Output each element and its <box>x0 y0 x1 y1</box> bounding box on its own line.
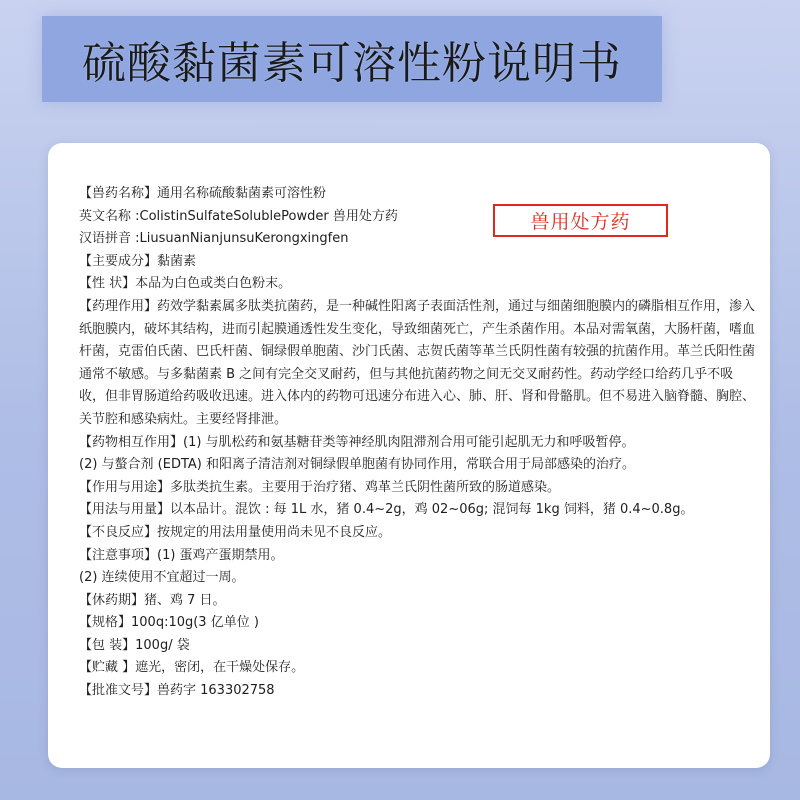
precaution-line-1: 【注意事项】(1) 蛋鸡产蛋期禁用。 <box>79 547 284 563</box>
interaction-line-2: (2) 与螯合剂 (EDTA) 和阳离子清洁剂对铜绿假单胞菌有协同作用，常联合用于局部感染的治疗。 <box>79 457 636 473</box>
document-title: 硫酸黏菌素可溶性粉说明书 <box>82 38 622 89</box>
precaution-line-2: (2) 连续使用不宜超过一周。 <box>79 570 245 586</box>
instruction-body <box>79 183 759 703</box>
interaction-line-1: 【药物相互作用】(1) 与肌松药和氨基糖苷类等神经肌肉阻滞剂合用可能引起肌无力和呼吸暂停。 <box>79 434 635 450</box>
adverse-reaction-line: 【不良反应】按规定的用法用量使用尚未见不良反应。 <box>79 524 392 540</box>
prescription-stamp <box>493 204 668 237</box>
package-line: 【包 装】100g/ 袋 <box>79 637 190 653</box>
approval-number-line: 【批准文号】兽药字 163302758 <box>79 683 275 699</box>
appearance-line: 【性 状】本品为白色或类白色粉末。 <box>79 276 292 292</box>
title-banner <box>42 16 662 102</box>
specification-line: 【规格】100q:10g(3 亿单位 ) <box>79 615 259 631</box>
prescription-stamp-text: 兽用处方药 <box>530 211 631 233</box>
withdrawal-line: 【休药期】猪、鸡 7 日。 <box>79 592 226 608</box>
drug-name-line: 【兽药名称】通用名称硫酸黏菌素可溶性粉 <box>79 186 327 201</box>
dosage-line: 【用法与用量】以本品计。混饮 : 每 1L 水，猪 0.4~2g，鸡 02~06g; 混饲每 1kg 饲料，猪 0.4~0.8g。 <box>79 502 694 518</box>
english-name-line: 英文名称 :ColistinSulfateSolublePowder 兽用处方药 <box>79 208 398 224</box>
storage-line: 【贮藏 】遮光，密闭，在干燥处保存。 <box>79 660 305 676</box>
pinyin-line: 汉语拼音 :LiusuanNianjunsuKerongxingfen <box>79 231 349 247</box>
pharmacology-paragraph: 【药理作用】药效学黏素属多肽类抗菌药，是一种碱性阳离子表面活性剂，通过与细菌细胞膜内的磷脂相互作用，渗入纸胞膜内，破坏其结构，进而引起膜通透性发生变化，导致细菌死亡，产生杀菌作用。本品对需氧菌，大肠杆菌，嗜血杆菌，克雷伯氏菌、巴氏杆菌、铜绿假单胞菌、沙门氏菌、志贺氏菌等革兰氏阴性菌有较强的抗菌作用。革兰氏阳性菌通常不敏感。与多黏菌素 B 之间有完全交叉耐药，但与其他抗菌药物之间无交叉耐药性。药动学经口给药几乎不吸收，但非胃肠道给药吸收迅速。进入体内的药物可迅速分布进入心、肺、肝、肾和骨骼肌。但不易进入脑脊髓、胸腔、关节腔和感染病灶。主要经肾排泄。 <box>79 298 756 427</box>
indication-line: 【作用与用途】多肽类抗生素。主要用于治疗猪、鸡革兰氏阴性菌所致的肠道感染。 <box>79 479 561 495</box>
ingredient-line: 【主要成分】黏菌素 <box>79 253 197 269</box>
